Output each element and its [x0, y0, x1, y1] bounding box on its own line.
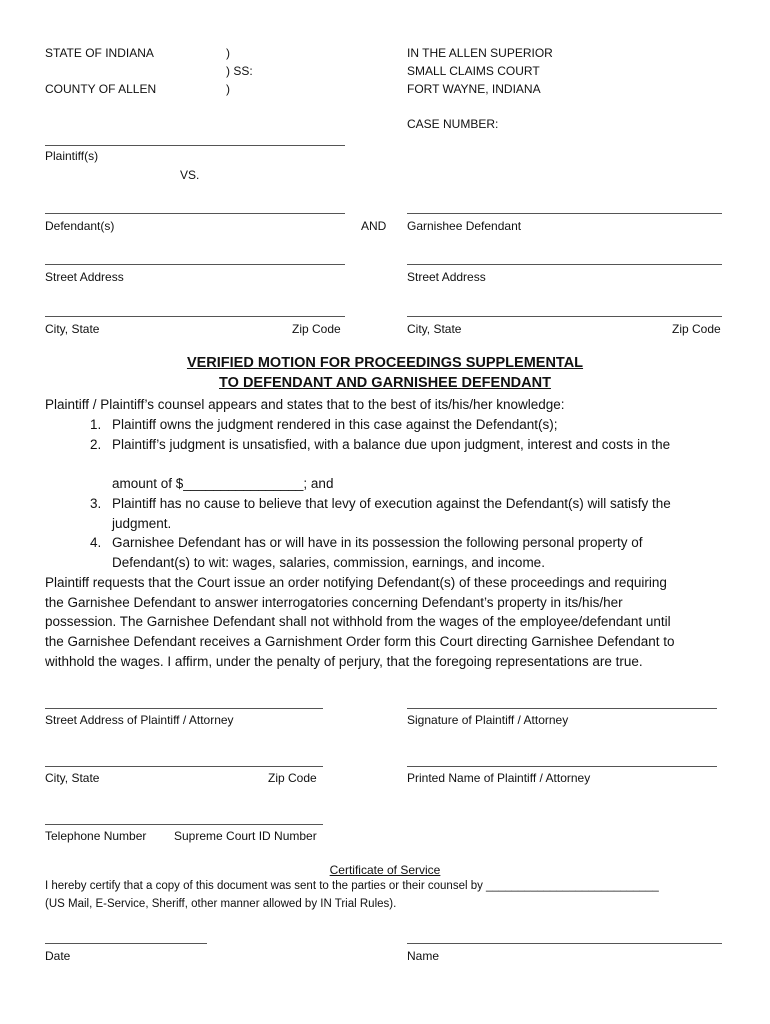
- and-label: AND: [361, 219, 387, 233]
- item-number: 1.: [90, 417, 102, 432]
- request-line3: possession. The Garnishee Defendant shall not withhold from the wages of the employee/defendant until: [45, 614, 671, 629]
- defendant-city-line[interactable]: [45, 316, 345, 317]
- versus-label: VS.: [180, 168, 200, 182]
- garnishee-street-line[interactable]: [407, 264, 722, 265]
- signature-line[interactable]: [407, 708, 717, 709]
- motion-item-3-line1: Plaintiff has no cause to believe that levy of execution against the Defendant(s) will satisfy the: [112, 496, 671, 511]
- request-line2: the Garnishee Defendant to answer interrogatories concerning Defendant’s property in its/his/her: [45, 595, 623, 610]
- name-label: Name: [407, 949, 440, 963]
- name-line[interactable]: [407, 943, 722, 944]
- motion-item-1: Plaintiff owns the judgment rendered in this case against the Defendant(s);: [112, 417, 558, 432]
- item-number: 4.: [90, 535, 102, 550]
- motion-item-4-line2: Defendant(s) to wit: wages, salaries, commission, earnings, and income.: [112, 555, 545, 570]
- attorney-city-label: City, State: [45, 771, 100, 785]
- plaintiffs-label: Plaintiff(s): [45, 149, 99, 163]
- defendants-label: Defendant(s): [45, 219, 115, 233]
- motion-item-4-line1: Garnishee Defendant has or will have in its possession the following personal property of: [112, 535, 643, 550]
- attorney-zip-label: Zip Code: [268, 771, 317, 785]
- request-line1: Plaintiff requests that the Court issue an order notifying Defendant(s) of these proceedings and requiring: [45, 575, 667, 590]
- garnishee-line[interactable]: [407, 213, 722, 214]
- certificate-heading: Certificate of Service: [329, 863, 441, 877]
- telephone-label: Telephone Number: [45, 829, 147, 843]
- date-line[interactable]: [45, 943, 207, 944]
- item-number: 2.: [90, 437, 102, 452]
- certificate-line2: (US Mail, E-Service, Sheriff, other manner allowed by IN Trial Rules).: [45, 898, 397, 910]
- defendant-street-line[interactable]: [45, 264, 345, 265]
- plaintiff-line[interactable]: [45, 145, 345, 146]
- county-label: COUNTY OF ALLEN: [45, 82, 157, 96]
- motion-title-line1: VERIFIED MOTION FOR PROCEEDINGS SUPPLEMENTAL: [186, 355, 584, 371]
- caption-paren: ): [226, 46, 230, 60]
- item-number: 3.: [90, 496, 102, 511]
- date-label: Date: [45, 949, 71, 963]
- printed-name-label: Printed Name of Plaintiff / Attorney: [407, 771, 591, 785]
- telephone-line[interactable]: [45, 824, 323, 825]
- certificate-line1: I hereby certify that a copy of this document was sent to the parties or their counsel by ___________________________: [45, 880, 659, 892]
- state-label: STATE OF INDIANA: [45, 46, 154, 60]
- attorney-city-line[interactable]: [45, 766, 323, 767]
- attorney-street-label: Street Address of Plaintiff / Attorney: [45, 713, 234, 727]
- court-name-line1: IN THE ALLEN SUPERIOR: [407, 46, 553, 60]
- request-line5: withhold the wages. I affirm, under the penalty of perjury, that the foregoing representations are true.: [45, 654, 643, 669]
- motion-intro: Plaintiff / Plaintiff’s counsel appears and states that to the best of its/his/her knowledge:: [45, 397, 565, 412]
- court-name-line2: SMALL CLAIMS COURT: [407, 64, 540, 78]
- case-number-label: CASE NUMBER:: [407, 117, 499, 131]
- supreme-court-id-label: Supreme Court ID Number: [174, 829, 317, 843]
- defendant-line[interactable]: [45, 213, 345, 214]
- motion-item-3-line2: judgment.: [112, 516, 172, 531]
- garnishee-zip-label: Zip Code: [672, 322, 721, 336]
- attorney-street-line[interactable]: [45, 708, 323, 709]
- balance-amount-field[interactable]: amount of $________________; and: [112, 476, 334, 491]
- garnishee-city-label: City, State: [407, 322, 462, 336]
- caption-paren: ): [226, 82, 230, 96]
- court-name-line3: FORT WAYNE, INDIANA: [407, 82, 541, 96]
- signature-label: Signature of Plaintiff / Attorney: [407, 713, 569, 727]
- motion-title-line2: TO DEFENDANT AND GARNISHEE DEFENDANT: [219, 375, 551, 391]
- motion-item-2: Plaintiff’s judgment is unsatisfied, with a balance due upon judgment, interest and costs in the: [112, 437, 671, 452]
- request-line4: the Garnishee Defendant receives a Garnishment Order form this Court directing Garnishee Defendant to: [45, 634, 675, 649]
- printed-name-line[interactable]: [407, 766, 717, 767]
- garnishee-label: Garnishee Defendant: [407, 219, 522, 233]
- caption-ss: ) SS:: [226, 64, 253, 78]
- defendant-street-label: Street Address: [45, 270, 124, 284]
- defendant-city-label: City, State: [45, 322, 100, 336]
- defendant-zip-label: Zip Code: [292, 322, 341, 336]
- garnishee-city-line[interactable]: [407, 316, 722, 317]
- garnishee-street-label: Street Address: [407, 270, 486, 284]
